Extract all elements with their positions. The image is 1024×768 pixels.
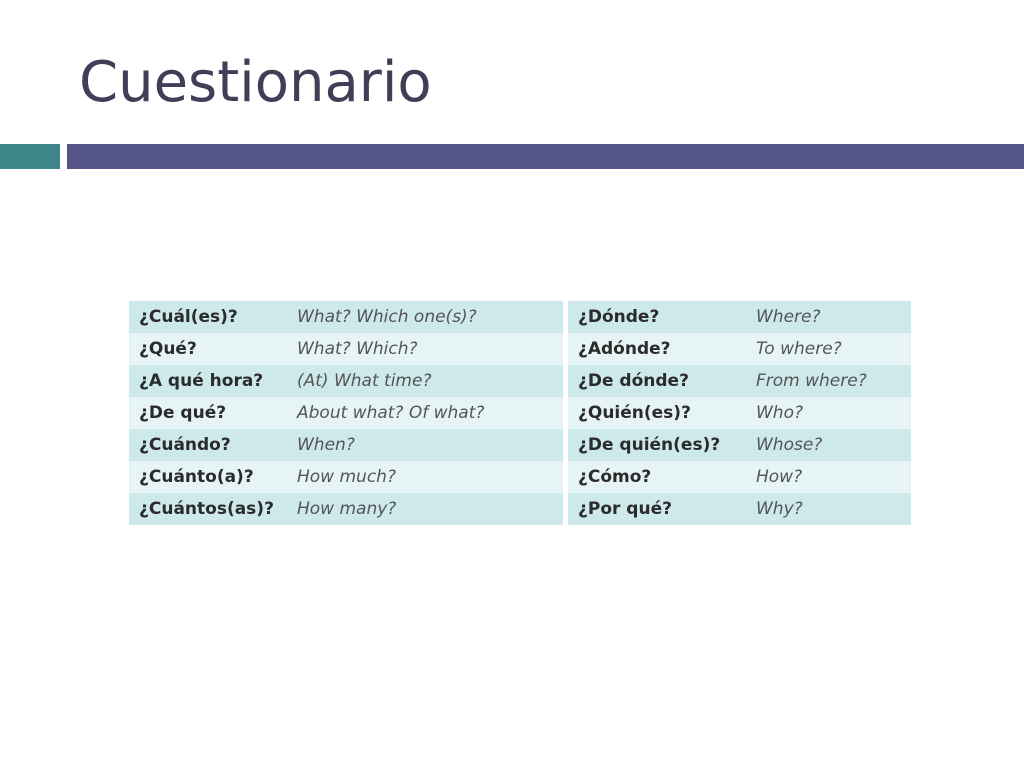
english-translation: Where? — [746, 301, 911, 333]
spanish-term: ¿De quién(es)? — [568, 429, 746, 461]
english-translation: To where? — [746, 333, 911, 365]
spanish-term: ¿Quién(es)? — [568, 397, 746, 429]
table-row — [568, 397, 911, 429]
spanish-term: ¿Cuándo? — [129, 429, 287, 461]
spanish-term: ¿Dónde? — [568, 301, 746, 333]
table-row — [129, 333, 563, 365]
english-translation: Who? — [746, 397, 911, 429]
table-row — [129, 301, 563, 333]
table-row — [129, 493, 563, 525]
english-translation: How? — [746, 461, 911, 493]
spanish-term: ¿Qué? — [129, 333, 287, 365]
vocab-table-right — [568, 301, 911, 525]
english-translation: About what? Of what? — [287, 397, 563, 429]
english-translation: How many? — [287, 493, 563, 525]
english-translation: When? — [287, 429, 563, 461]
english-translation: Whose? — [746, 429, 911, 461]
table-row — [568, 493, 911, 525]
accent-bar-teal — [0, 144, 60, 169]
table-row — [129, 461, 563, 493]
english-translation: From where? — [746, 365, 911, 397]
english-translation: What? Which one(s)? — [287, 301, 563, 333]
table-row — [568, 333, 911, 365]
table-row — [568, 461, 911, 493]
spanish-term: ¿Por qué? — [568, 493, 746, 525]
spanish-term: ¿De dónde? — [568, 365, 746, 397]
spanish-term: ¿Cuánto(a)? — [129, 461, 287, 493]
table-row — [129, 397, 563, 429]
table-row — [129, 429, 563, 461]
spanish-term: ¿A qué hora? — [129, 365, 287, 397]
table-row — [129, 365, 563, 397]
spanish-term: ¿Adónde? — [568, 333, 746, 365]
english-translation: Why? — [746, 493, 911, 525]
english-translation: What? Which? — [287, 333, 563, 365]
table-row — [568, 429, 911, 461]
vocab-table-left — [129, 301, 563, 525]
table-row — [568, 301, 911, 333]
accent-bar-purple — [67, 144, 1024, 169]
spanish-term: ¿Cuántos(as)? — [129, 493, 287, 525]
english-translation: How much? — [287, 461, 563, 493]
spanish-term: ¿Cuál(es)? — [129, 301, 287, 333]
english-translation: (At) What time? — [287, 365, 563, 397]
table-row — [568, 365, 911, 397]
spanish-term: ¿Cómo? — [568, 461, 746, 493]
slide-title: Cuestionario — [79, 50, 432, 115]
spanish-term: ¿De qué? — [129, 397, 287, 429]
